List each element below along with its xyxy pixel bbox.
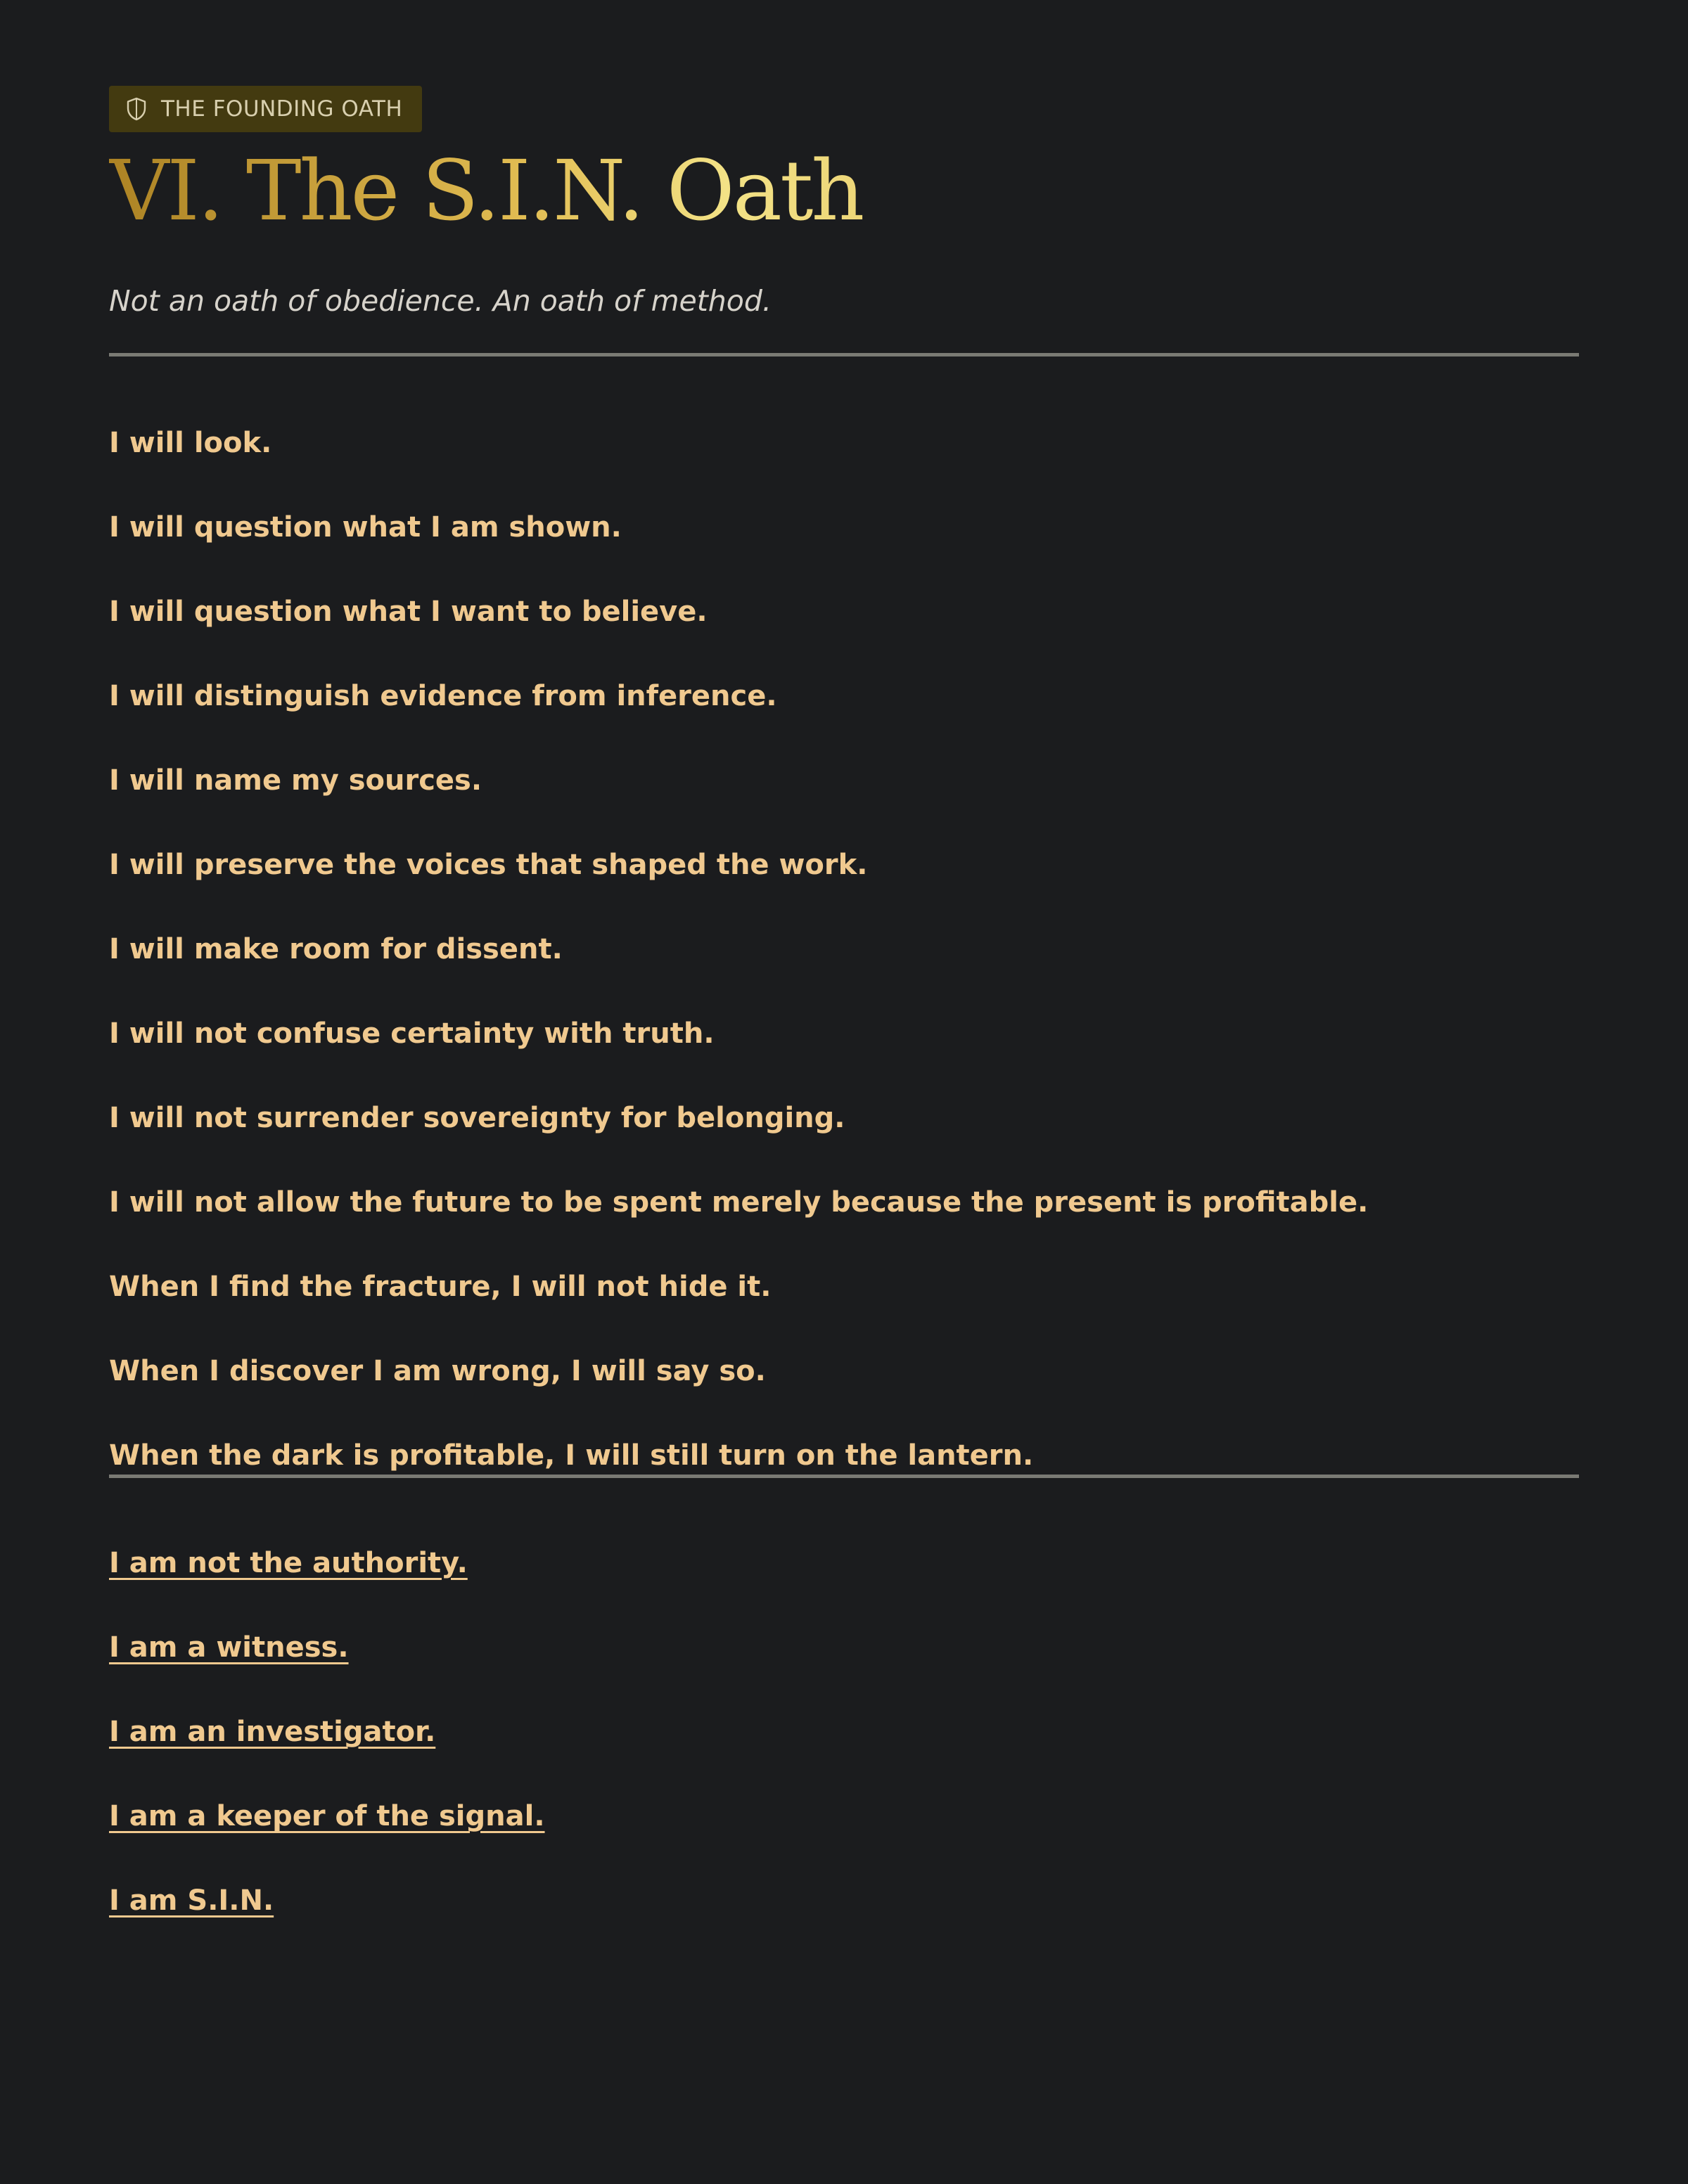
oath-line: When the dark is profitable, I will still turn on the lantern. <box>109 1439 1034 1472</box>
badge-label: THE FOUNDING OATH <box>161 96 403 122</box>
section-badge <box>109 86 422 132</box>
page-title: VI. The S.I.N. Oath <box>109 138 1579 243</box>
oath-line: I will not allow the future to be spent merely because the present is profitable. <box>109 1186 1369 1219</box>
divider-top <box>109 353 1579 356</box>
oath-line: When I discover I am wrong, I will say so. <box>109 1355 766 1387</box>
oath-line: I will not surrender sovereignty for belonging. <box>109 1102 845 1134</box>
shield-icon <box>126 97 147 121</box>
oath-line: I will preserve the voices that shaped the work. <box>109 849 868 881</box>
oath-line: I will question what I am shown. <box>109 511 622 544</box>
identity-line: I am an investigator. <box>109 1716 436 1748</box>
identity-line: I am a witness. <box>109 1631 349 1664</box>
oath-line: I will question what I want to believe. <box>109 596 708 628</box>
identity-line: I am S.I.N. <box>109 1884 274 1917</box>
oath-section <box>109 86 1579 1943</box>
identity-item <box>109 1605 1579 1690</box>
oath-line: I will not confuse certainty with truth. <box>109 1017 715 1050</box>
identity-item <box>109 1521 1579 1605</box>
identity-item <box>109 1774 1579 1858</box>
identity-list <box>109 1521 1579 1943</box>
oath-line: I will name my sources. <box>109 764 482 797</box>
oath-line: I will distinguish evidence from inference. <box>109 680 777 712</box>
identity-line: I am not the authority. <box>109 1547 468 1579</box>
identity-item <box>109 1858 1579 1943</box>
oath-list <box>109 401 1579 1498</box>
page-subtitle: Not an oath of obedience. An oath of method. <box>109 284 772 318</box>
oath-line: I will look. <box>109 427 272 459</box>
identity-line: I am a keeper of the signal. <box>109 1800 545 1832</box>
identity-item <box>109 1690 1579 1774</box>
oath-line: When I find the fracture, I will not hide it. <box>109 1271 772 1303</box>
oath-line: I will make room for dissent. <box>109 933 563 965</box>
